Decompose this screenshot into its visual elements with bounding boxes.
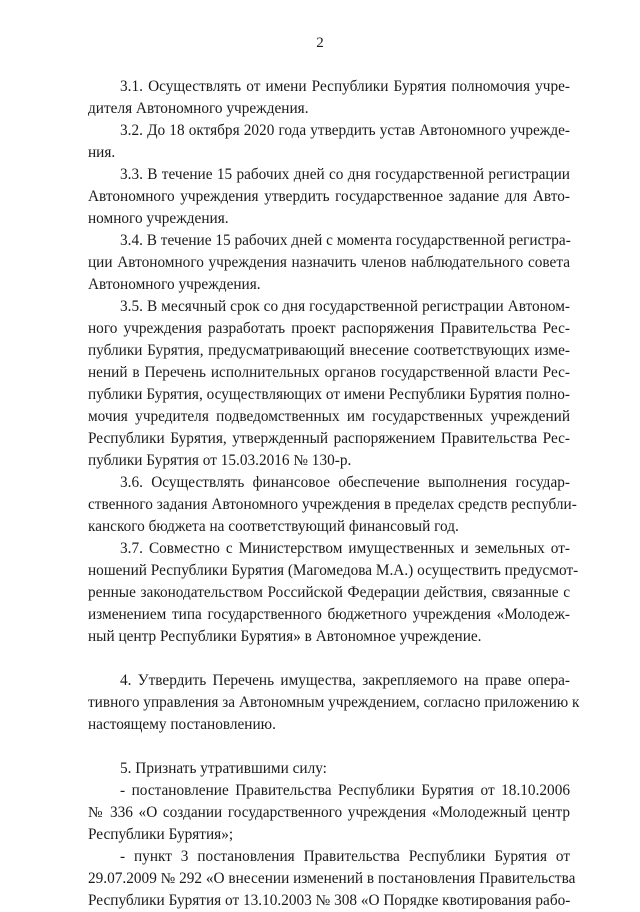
- text-line: ния.: [88, 144, 116, 161]
- text-line: ственного задания Автономного учреждения в пределах средств республи-: [88, 496, 577, 513]
- text-line: 3.5. В месячный срок со дня государственной регистрации Автоном-: [120, 298, 570, 315]
- text-line: - пункт 3 постановления Правительства Республики Бурятия от: [120, 848, 570, 865]
- text-line: Автономного учреждения.: [88, 276, 261, 293]
- text-line: Республики Бурятия от 13.10.2003 № 308 «О Порядке квотирования рабо-: [88, 892, 571, 909]
- text-line: 3.4. В течение 15 рабочих дней с момента государственной регистра-: [120, 232, 571, 249]
- text-line: публики Бурятия, осуществляющих от имени Республики Бурятия полно-: [88, 386, 570, 403]
- text-line: № 336 «О создании государственного учреждения «Молодежный центр: [88, 804, 570, 821]
- document-body: [0, 76, 640, 912]
- text-line: тивного управления за Автономным учреждением, согласно приложению к: [88, 694, 580, 711]
- text-line: дителя Автономного учреждения.: [88, 100, 309, 117]
- text-line: ношений Республики Бурятия (Магомедова М.А.) осуществить предусмот-: [88, 562, 579, 579]
- text-line: 3.3. В течение 15 рабочих дней со дня государственной регистрации: [120, 166, 570, 183]
- text-line: 4. Утвердить Перечень имущества, закрепляемого на праве опера-: [120, 672, 570, 689]
- text-line: номного учреждения.: [88, 210, 229, 227]
- text-line: 3.2. До 18 октября 2020 года утвердить устав Автономного учрежде-: [120, 122, 570, 139]
- text-line: ции Автономного учреждения назначить членов наблюдательного совета: [88, 254, 570, 271]
- text-line: настоящему постановлению.: [88, 716, 276, 733]
- text-line: канского бюджета на соответствующий финансовый год.: [88, 518, 459, 535]
- paragraph-gap: [0, 648, 640, 670]
- text-line: 3.6. Осуществлять финансовое обеспечение выполнения государ-: [120, 474, 570, 491]
- text-line: - постановление Правительства Республики Бурятия от 18.10.2006: [120, 782, 570, 799]
- text-line: нений в Перечень исполнительных органов государственной власти Рес-: [88, 364, 570, 381]
- text-line: ренные законодательством Российской Федерации действия, связанные с: [88, 584, 570, 601]
- text-line: публики Бурятия от 15.03.2016 № 130-р.: [88, 452, 352, 469]
- text-line: публики Бурятия, предусматривающий внесение соответствующих изме-: [88, 342, 570, 359]
- text-line: мочия учредителя подведомственных им государственных учреждений: [88, 408, 570, 425]
- text-line: ного учреждения разработать проект распоряжения Правительства Рес-: [88, 320, 570, 337]
- page-number: 2: [316, 35, 324, 51]
- text-line: 3.7. Совместно с Министерством имущественных и земельных от-: [120, 540, 570, 557]
- text-line: Автономного учреждения утвердить государственное задание для Авто-: [88, 188, 570, 205]
- paragraph-gap: [0, 736, 640, 758]
- text-line: изменением типа государственного бюджетного учреждения «Молодеж-: [88, 606, 570, 623]
- text-line: 5. Признать утратившими силу:: [120, 760, 327, 777]
- text-line: Республики Бурятия, утвержденный распоряжением Правительства Рес-: [88, 430, 570, 447]
- text-line: Республики Бурятия»;: [88, 826, 234, 843]
- text-line: ный центр Республики Бурятия» в Автономное учреждение.: [88, 628, 482, 645]
- text-line: 29.07.2009 № 292 «О внесении изменений в постановления Правительства: [88, 870, 576, 887]
- text-line: 3.1. Осуществлять от имени Республики Бурятия полномочия учре-: [120, 78, 570, 95]
